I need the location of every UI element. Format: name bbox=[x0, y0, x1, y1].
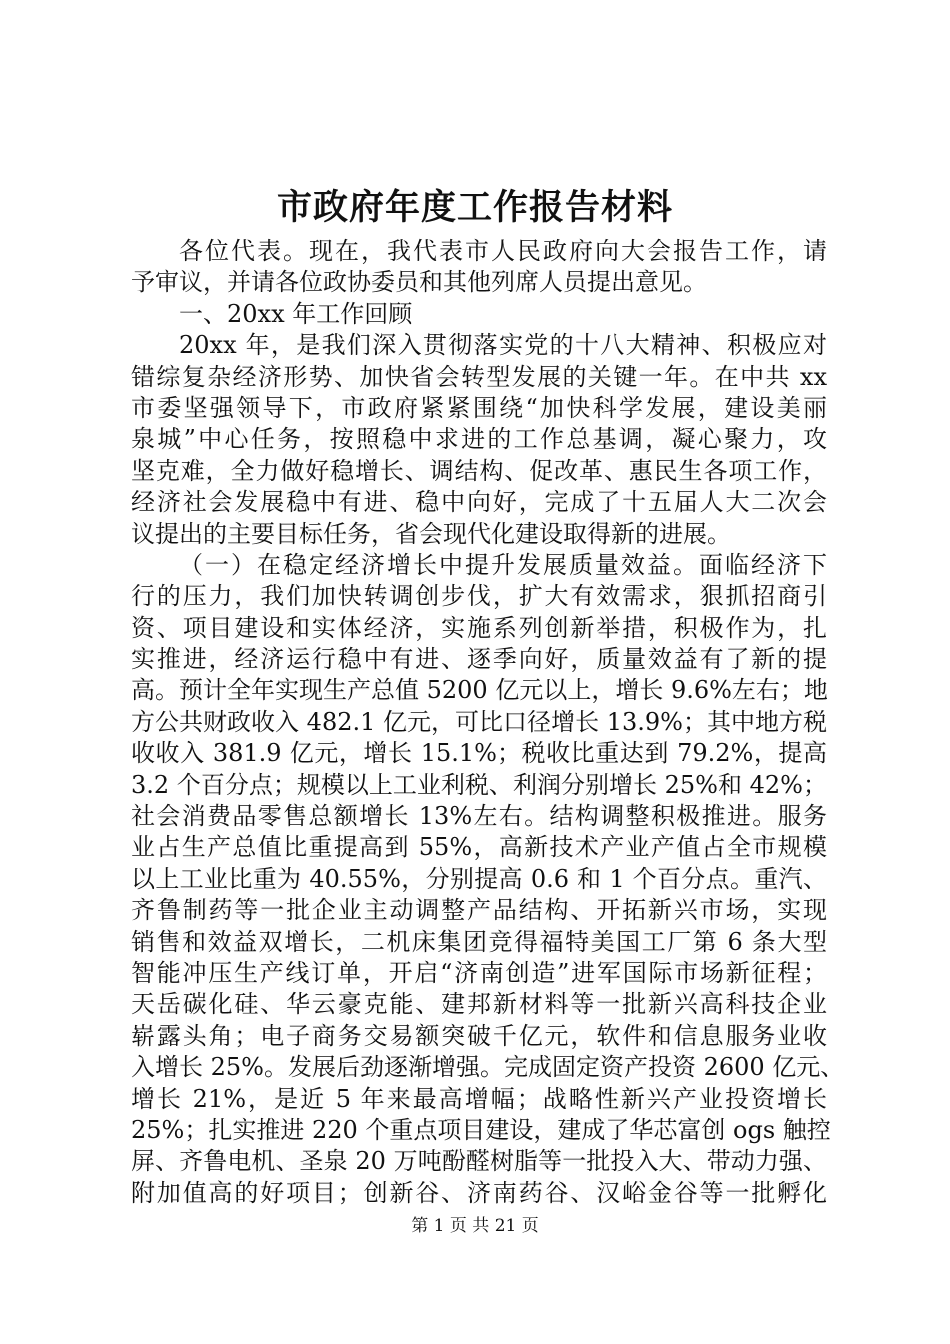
text-line: 入增长 25%。发展后劲逐渐增强。完成固定资产投资 2600 亿元、 bbox=[131, 1053, 845, 1082]
text-line: 方公共财政收入 482.1 亿元，可比口径增长 13.9%；其中地方税 bbox=[131, 707, 827, 736]
text-line: 天岳碳化硅、华云豪克能、建邦新材料等一批新兴高科技企业 bbox=[131, 990, 827, 1019]
text-line: 20xx 年，是我们深入贯彻落实党的十八大精神、积极应对 bbox=[179, 331, 827, 360]
text-line: 齐鲁制药等一批企业主动调整产品结构、开拓新兴市场，实现 bbox=[131, 896, 827, 925]
text-line: 资、项目建设和实体经济，实施系列创新举措，积极作为，扎 bbox=[131, 613, 827, 642]
text-line: 崭露头角；电子商务交易额突破千亿元，软件和信息服务业收 bbox=[131, 1021, 827, 1050]
text-line: 销售和效益双增长，二机床集团竞得福特美国工厂第 6 条大型 bbox=[131, 927, 827, 956]
text-line: 议提出的主要目标任务，省会现代化建设取得新的进展。 bbox=[131, 519, 731, 548]
text-line: 以上工业比重为 40.55%，分别提高 0.6 和 1 个百分点。重汽、 bbox=[131, 864, 827, 893]
section-heading: 一、20xx 年工作回顾 bbox=[179, 299, 413, 328]
text-line: 社会消费品零售总额增长 13%左右。结构调整积极推进。服务 bbox=[131, 802, 827, 831]
text-line: 经济社会发展稳中有进、稳中向好，完成了十五届人大二次会 bbox=[131, 488, 827, 517]
text-line: 附加值高的好项目；创新谷、济南药谷、汉峪金谷等一批孵化 bbox=[131, 1178, 827, 1207]
text-line: 3.2 个百分点；规模以上工业利税、利润分别增长 25%和 42%； bbox=[131, 770, 827, 799]
text-line: 行的压力，我们加快转调创步伐，扩大有效需求，狠抓招商引 bbox=[131, 582, 827, 611]
text-line: 屏、齐鲁电机、圣泉 20 万吨酚醛树脂等一批投入大、带动力强、 bbox=[131, 1147, 827, 1176]
text-line: 泉城”中心任务，按照稳中求进的工作总基调，凝心聚力，攻 bbox=[131, 425, 827, 454]
text-line: 各位代表。现在，我代表市人民政府向大会报告工作，请 bbox=[179, 237, 827, 265]
text-line: 收收入 381.9 亿元，增长 15.1%；税收比重达到 79.2%，提高 bbox=[131, 739, 827, 768]
text-line: 予审议，并请各位政协委员和其他列席人员提出意见。 bbox=[131, 268, 707, 297]
text-line: 25%；扎实推进 220 个重点项目建设，建成了华芯富创 ogs 触控 bbox=[131, 1115, 831, 1144]
text-line: （一）在稳定经济增长中提升发展质量效益。面临经济下 bbox=[179, 550, 827, 579]
text-line: 高。预计全年实现生产总值 5200 亿元以上，增长 9.6%左右；地 bbox=[131, 676, 828, 705]
text-line: 错综复杂经济形势、加快省会转型发展的关键一年。在中共 xx bbox=[131, 362, 827, 391]
text-line: 智能冲压生产线订单，开启“济南创造”进军国际市场新征程； bbox=[131, 958, 827, 987]
text-line: 市委坚强领导下，市政府紧紧围绕“加快科学发展，建设美丽 bbox=[131, 393, 827, 422]
text-line: 增长 21%，是近 5 年来最高增幅；战略性新兴产业投资增长 bbox=[131, 1084, 827, 1113]
text-line: 坚克难，全力做好稳增长、调结构、促改革、惠民生各项工作， bbox=[131, 456, 827, 485]
text-line: 实推进，经济运行稳中有进、逐季向好，质量效益有了新的提 bbox=[131, 645, 827, 674]
page-number-footer: 第 1 页 共 21 页 bbox=[411, 1216, 539, 1236]
text-line: 业占生产总值比重提高到 55%，高新技术产业产值占全市规模 bbox=[131, 833, 827, 862]
document-title: 市政府年度工作报告材料 bbox=[276, 187, 673, 228]
document-body bbox=[131, 236, 845, 1209]
